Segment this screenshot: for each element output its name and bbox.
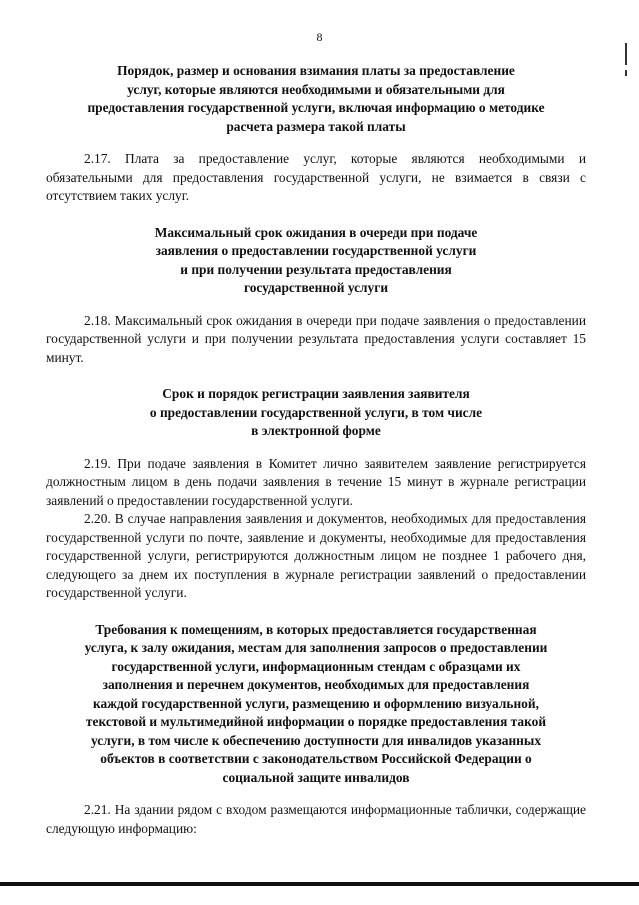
heading-line: заполнения и перечнем документов, необходимых для предоставления — [102, 677, 530, 692]
heading-line: расчета размера такой платы — [226, 118, 406, 134]
paragraph-2-18: 2.18. Максимальный срок ожидания в очереди при подаче заявления о предоставлении государственной услуги и при получении результата предоставления услуги составляет 15 минут. — [46, 312, 586, 365]
heading-line: социальной защите инвалидов — [222, 769, 410, 785]
section-queue-time — [46, 224, 586, 368]
heading-line: услуги, в том числе к обеспечению доступности для инвалидов указанных — [90, 732, 542, 748]
heading-line: предоставления государственной услуги, включая информацию о методике — [87, 100, 545, 115]
paragraph-2-21: 2.21. На здании рядом с входом размещаются информационные таблички, содержащие следующую информацию: — [46, 802, 586, 836]
heading-line: Максимальный срок ожидания в очереди при подаче — [154, 224, 478, 240]
section-heading — [46, 621, 586, 788]
section-registration — [46, 385, 586, 603]
heading-line: государственной услуги, информационным стендам с образцами их — [111, 658, 521, 674]
paragraph-2-20: 2.20. В случае направления заявления и документов, необходимых для предоставления государственной услуги по почте, заявление и документы, необходимые для предоставления государственной услуги, регистрируются должностным лицом не позднее 1 рабочего дня, следующего за днем их поступления в журнале регистрации заявлений о предоставлении государственной услуги. — [46, 511, 586, 600]
heading-line: Порядок, размер и основания взимания платы за предоставление — [117, 63, 515, 78]
heading-line: каждой государственной услуги, размещению и оформлению визуальной, — [93, 695, 539, 711]
heading-line: о предоставлении государственной услуги, в том числе — [149, 404, 483, 420]
heading-line: в электронной форме — [251, 423, 381, 438]
heading-line: текстовой и мультимедийной информации о порядке предоставления такой — [85, 714, 547, 729]
heading-line: Требования к помещениям, в которых предоставляется государственная — [95, 621, 537, 637]
heading-line: услуг, которые являются необходимыми и обязательными для — [127, 81, 505, 97]
page-number: 8 — [316, 30, 323, 44]
scan-bottom-border — [0, 882, 639, 886]
scan-edge-mark — [625, 43, 627, 65]
section-heading — [46, 385, 586, 441]
heading-line: объектов в соответствии с законодательством Российской Федерации о — [100, 751, 532, 766]
heading-line: услуга, к залу ожидания, местам для заполнения запросов о предоставлении — [84, 640, 548, 655]
heading-line: Срок и порядок регистрации заявления заявителя — [162, 386, 470, 401]
heading-line: государственной услуги — [243, 280, 389, 295]
section-premises-requirements — [46, 621, 586, 839]
heading-line: и при получении результата предоставления — [180, 261, 452, 277]
section-heading — [46, 62, 586, 136]
section-heading — [46, 224, 586, 298]
paragraph-2-19: 2.19. При подаче заявления в Комитет лично заявителем заявление регистрируется должностным лицом в день подачи заявления в течение 15 минут в журнале регистрации заявлений о предоставлении государственной услуги. — [46, 455, 586, 508]
scan-edge-mark — [625, 70, 627, 76]
heading-line: заявления о предоставлении государственной услуги — [155, 243, 477, 258]
section-fee-procedure — [46, 62, 586, 206]
document-body — [46, 62, 586, 838]
paragraph-2-17: 2.17. Плата за предоставление услуг, которые являются необходимыми и обязательными для предоставления государственной услуги, не взимается в связи с отсутствием таких услуг. — [46, 151, 586, 203]
